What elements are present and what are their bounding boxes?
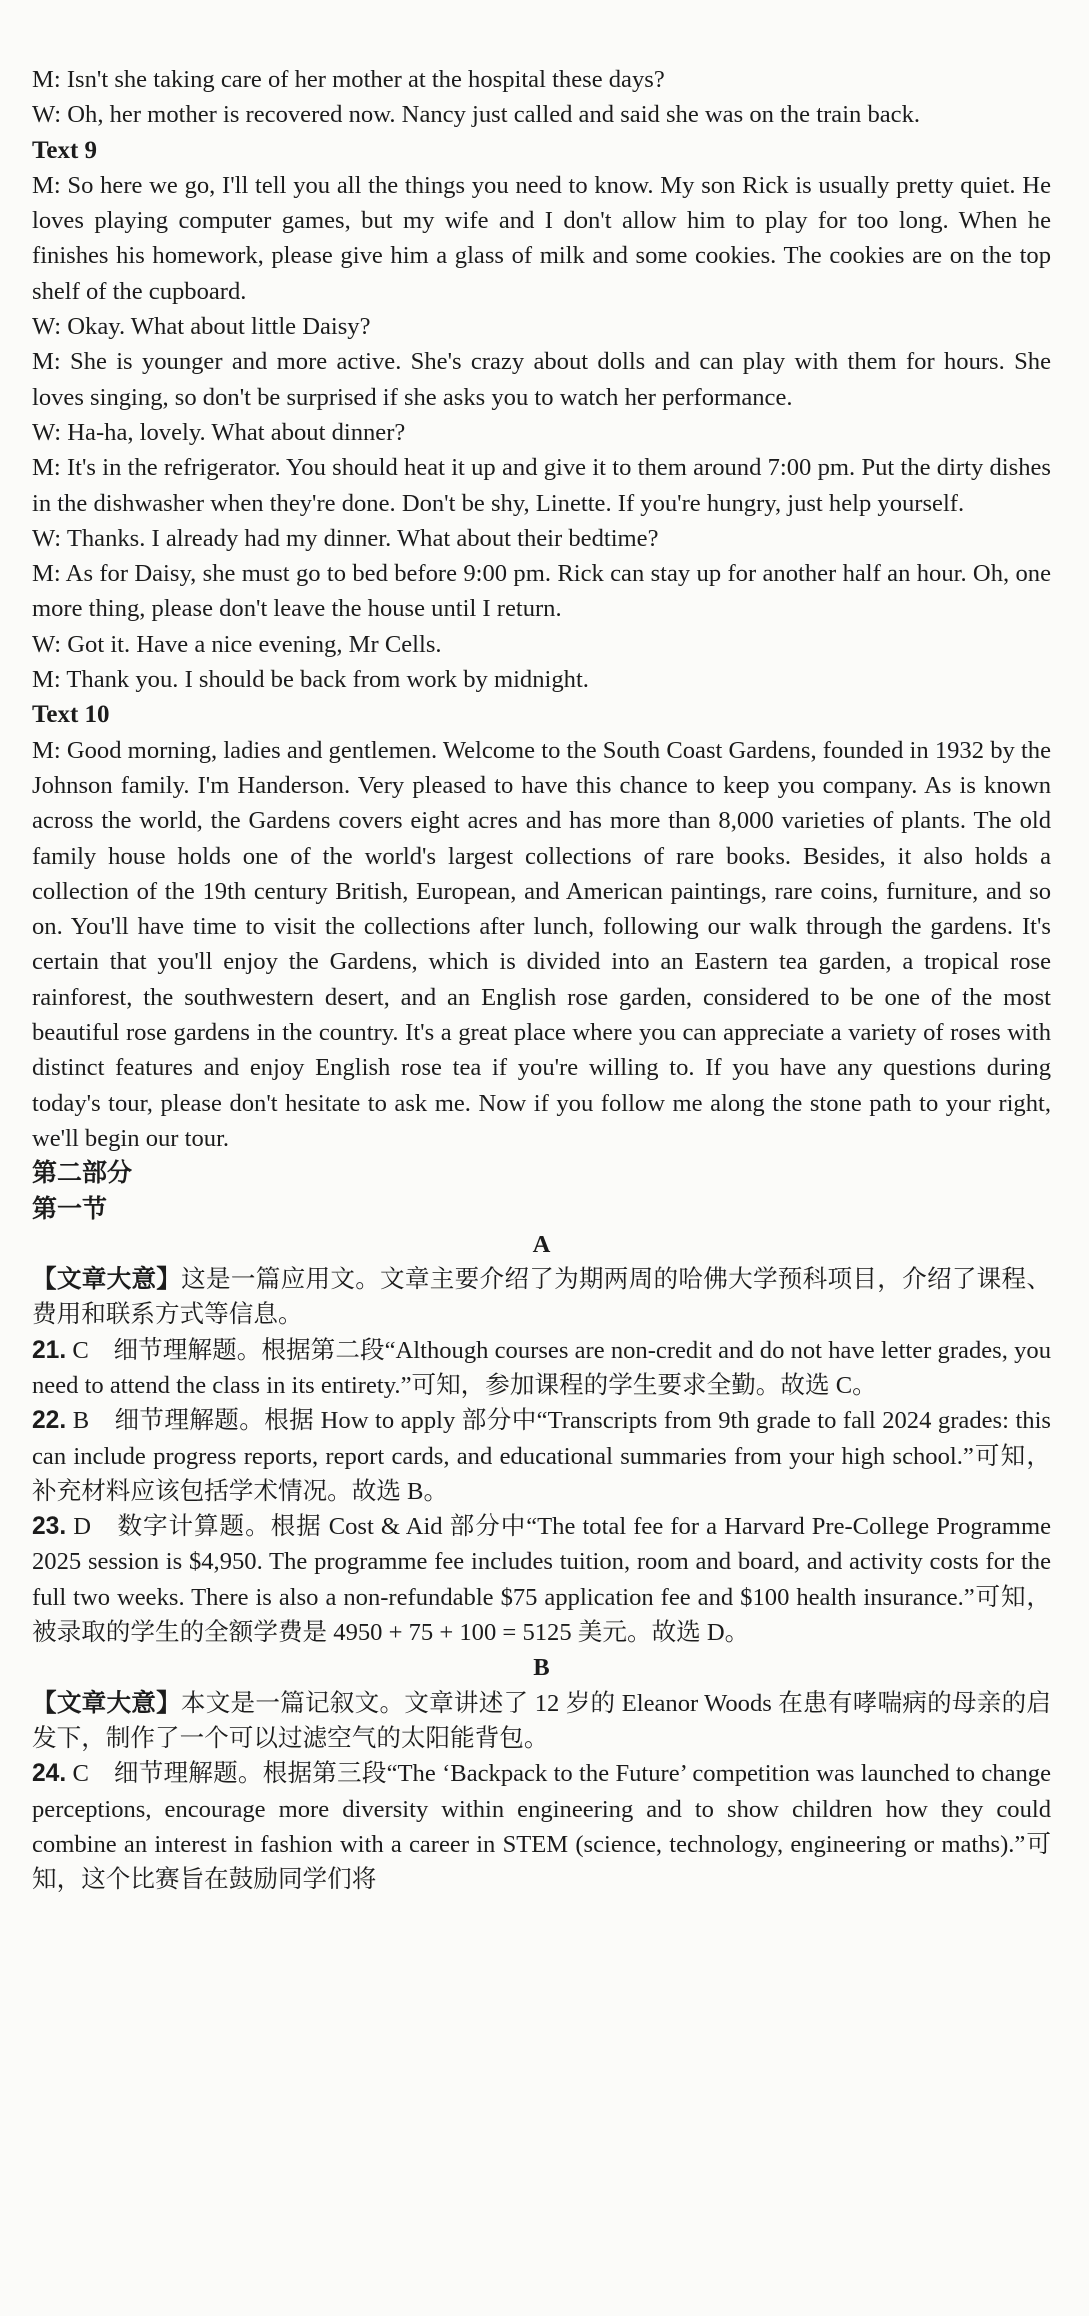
summary-label: 【文章大意】 <box>32 1266 182 1294</box>
answer-24 <box>32 1756 1051 1897</box>
summary-text: 这是一篇应用文。文章主要介绍了为期两周的哈佛大学预科项目，介绍了课程、费用和联系方式等信息。 <box>32 1266 1051 1329</box>
part2-heading: 第二部分 <box>32 1160 133 1188</box>
text10-monologue: M: Good morning, ladies and gentlemen. Welcome to the South Coast Gardens, founded in 1932 by the Johnson family. I'm Handerson. Very pleased to have this chance to keep you company. As is known across the world, the Gardens covers eight acres and has more than 8,000 varieties of plants. The old family house holds one of the world's largest collections of rare books. Besides, it also holds a collection of the 19th century British, European, and American paintings, rare coins, furniture, and so on. You'll have time to visit the collections after lunch, following our walk through the gardens. It's certain that you'll enjoy the Gardens, which is divided into an Eastern tea garden, a tropical rose rainforest, the southwestern desert, and an English rose garden, considered to be one of the most beautiful rose gardens in the country. It's a great place where you can appreciate a variety of roses with distinct features and enjoy English rose tea if you're willing to. If you have any questions during today's tour, please don't hesitate to ask me. Now if you follow me along the stone path to your right, we'll begin our tour. <box>32 736 1051 1152</box>
dialogue-line: W: Thanks. I already had my dinner. What about their bedtime? <box>32 524 659 552</box>
section1-heading: 第一节 <box>32 1195 108 1223</box>
summary-text: 本文是一篇记叙文。文章讲述了 12 岁的 Eleanor Woods 在患有哮喘病的母亲的启发下，制作了一个可以过滤空气的太阳能背包。 <box>32 1689 1051 1752</box>
answer-text: C 细节理解题。根据第三段“The ‘Backpack to the Future’ competition was launched to change perceptions, encourage more diversity within engineering and to show children how they could combine an interest in fashion with a career in STEM (science, technology, engineering or maths).”可知，这个比赛旨在鼓励同学们将 <box>32 1760 1051 1894</box>
dialogue-line: M: She is younger and more active. She's crazy about dolls and can play with them for hours. She loves singing, so don't be surprised if she asks you to watch her performance. <box>32 348 1051 411</box>
text9-heading: Text 9 <box>32 136 98 164</box>
answer-text: C 细节理解题。根据第二段“Although courses are non-credit and do not have letter grades, you need to attend the class in its entirety.”可知，参加课程的学生要求全勤。故选 C。 <box>32 1336 1051 1399</box>
dialogue-line: W: Oh, her mother is recovered now. Nancy just called and said she was on the train back. <box>32 101 921 129</box>
answer-text: B 细节理解题。根据 How to apply 部分中“Transcripts from 9th grade to fall 2024 grades: this can include progress reports, report cards, and educational summaries from your high school.”可知，补充材料应该包括学术情况。故选 B。 <box>32 1407 1051 1505</box>
dialogue-line: M: Isn't she taking care of her mother at the hospital these days? <box>32 66 665 93</box>
dialogue-lines-a <box>32 62 1051 133</box>
section-b-letter: B <box>533 1654 550 1682</box>
answer-number: 21. <box>32 1336 67 1364</box>
dialogue-line: W: Got it. Have a nice evening, Mr Cells. <box>32 630 442 658</box>
dialogue-line: W: Okay. What about little Daisy? <box>32 313 371 341</box>
section-a-letter: A <box>532 1230 551 1258</box>
dialogue-line: M: It's in the refrigerator. You should heat it up and give it to them around 7:00 pm. Put the dirty dishes in the dishwasher when they're done. Don't be shy, Linette. If you're hungry, just help yourself. <box>32 454 1051 517</box>
answer-number: 24. <box>32 1760 67 1788</box>
answer-number: 23. <box>32 1513 67 1541</box>
dialogue-line: M: So here we go, I'll tell you all the things you need to know. My son Rick is usually pretty quiet. He loves playing computer games, but my wife and I don't allow him to play for too long. When he finishes his homework, please give him a glass of milk and some cookies. The cookies are on the top shelf of the cupboard. <box>32 171 1051 305</box>
answer-23 <box>32 1509 1051 1650</box>
dialogue-line: M: As for Daisy, she must go to bed before 9:00 pm. Rick can stay up for another half an hour. Oh, one more thing, please don't leave the house until I return. <box>32 560 1051 623</box>
text10-heading: Text 10 <box>32 701 110 729</box>
dialogue-line: M: Thank you. I should be back from work by midnight. <box>32 666 589 694</box>
answer-number: 22. <box>32 1407 67 1435</box>
answer-text: D 数字计算题。根据 Cost & Aid 部分中“The total fee for a Harvard Pre-College Programme 2025 session is $4,950. The programme fee includes tuition, room and board, and activity costs for the full two weeks. There is also a non-refundable $75 application fee and $100 health insurance.”可知，被录取的学生的全额学费是 4950 + 75 + 100 = 5125 美元。故选 D。 <box>32 1513 1051 1647</box>
answer-22 <box>32 1403 1051 1509</box>
answer-21 <box>32 1333 1051 1404</box>
section-a-summary <box>32 1262 1051 1333</box>
dialogue-line: W: Ha-ha, lovely. What about dinner? <box>32 418 406 446</box>
summary-label: 【文章大意】 <box>32 1689 181 1717</box>
section-b-summary <box>32 1686 1051 1757</box>
text9-dialogue <box>32 168 1051 697</box>
